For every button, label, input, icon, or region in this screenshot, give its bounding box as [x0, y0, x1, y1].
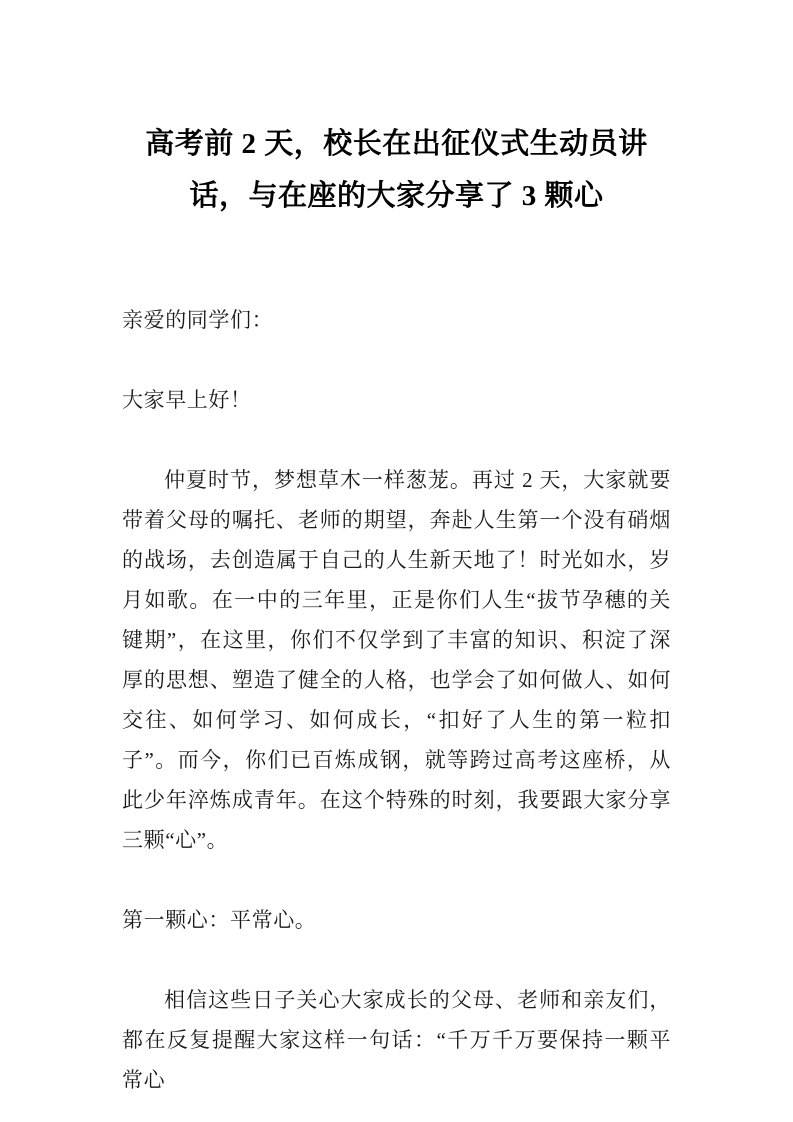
spacer-before-heading	[122, 860, 671, 900]
spacer-before-main-paragraph	[122, 420, 671, 460]
spacer-after-salutation	[122, 340, 671, 380]
document-body	[122, 0, 671, 1100]
greeting-line: 大家早上好！	[122, 388, 252, 412]
spacer-before-closing-paragraph	[122, 940, 671, 980]
spacer-after-title	[122, 222, 671, 300]
closing-paragraph: 相信这些日子关心大家成长的父母、老师和亲友们，都在反复提醒大家这样一句话：“千万千万要保持一颗平常心	[122, 988, 671, 1092]
page-title: 高考前 2 天，校长在出征仪式生动员讲话，与在座的大家分享了 3 颗心	[145, 128, 648, 212]
salutation-line: 亲爱的同学们：	[122, 308, 274, 332]
main-paragraph: 仲夏时节，梦想草木一样葱茏。再过 2 天，大家就要带着父母的嘱托、老师的期望，奔赴人生第一个没有硝烟的战场，去创造属于自己的人生新天地了！时光如水，岁月如歌。在一中的三年里，正是你们人生“拔节孕穗的关键期”，在这里，你们不仅学到了丰富的知识、积淀了深厚的思想、塑造了健全的人格，也学会了如何做人、如何交往、如何学习、如何成长，“扣好了人生的第一粒扣子”。而今，你们已百炼成钢，就等跨过高考这座桥，从此少年淬炼成青年。在这个特殊的时刻，我要跟大家分享三颗“心”。	[122, 468, 671, 852]
section-heading-first-heart: 第一颗心：平常心。	[122, 908, 317, 932]
